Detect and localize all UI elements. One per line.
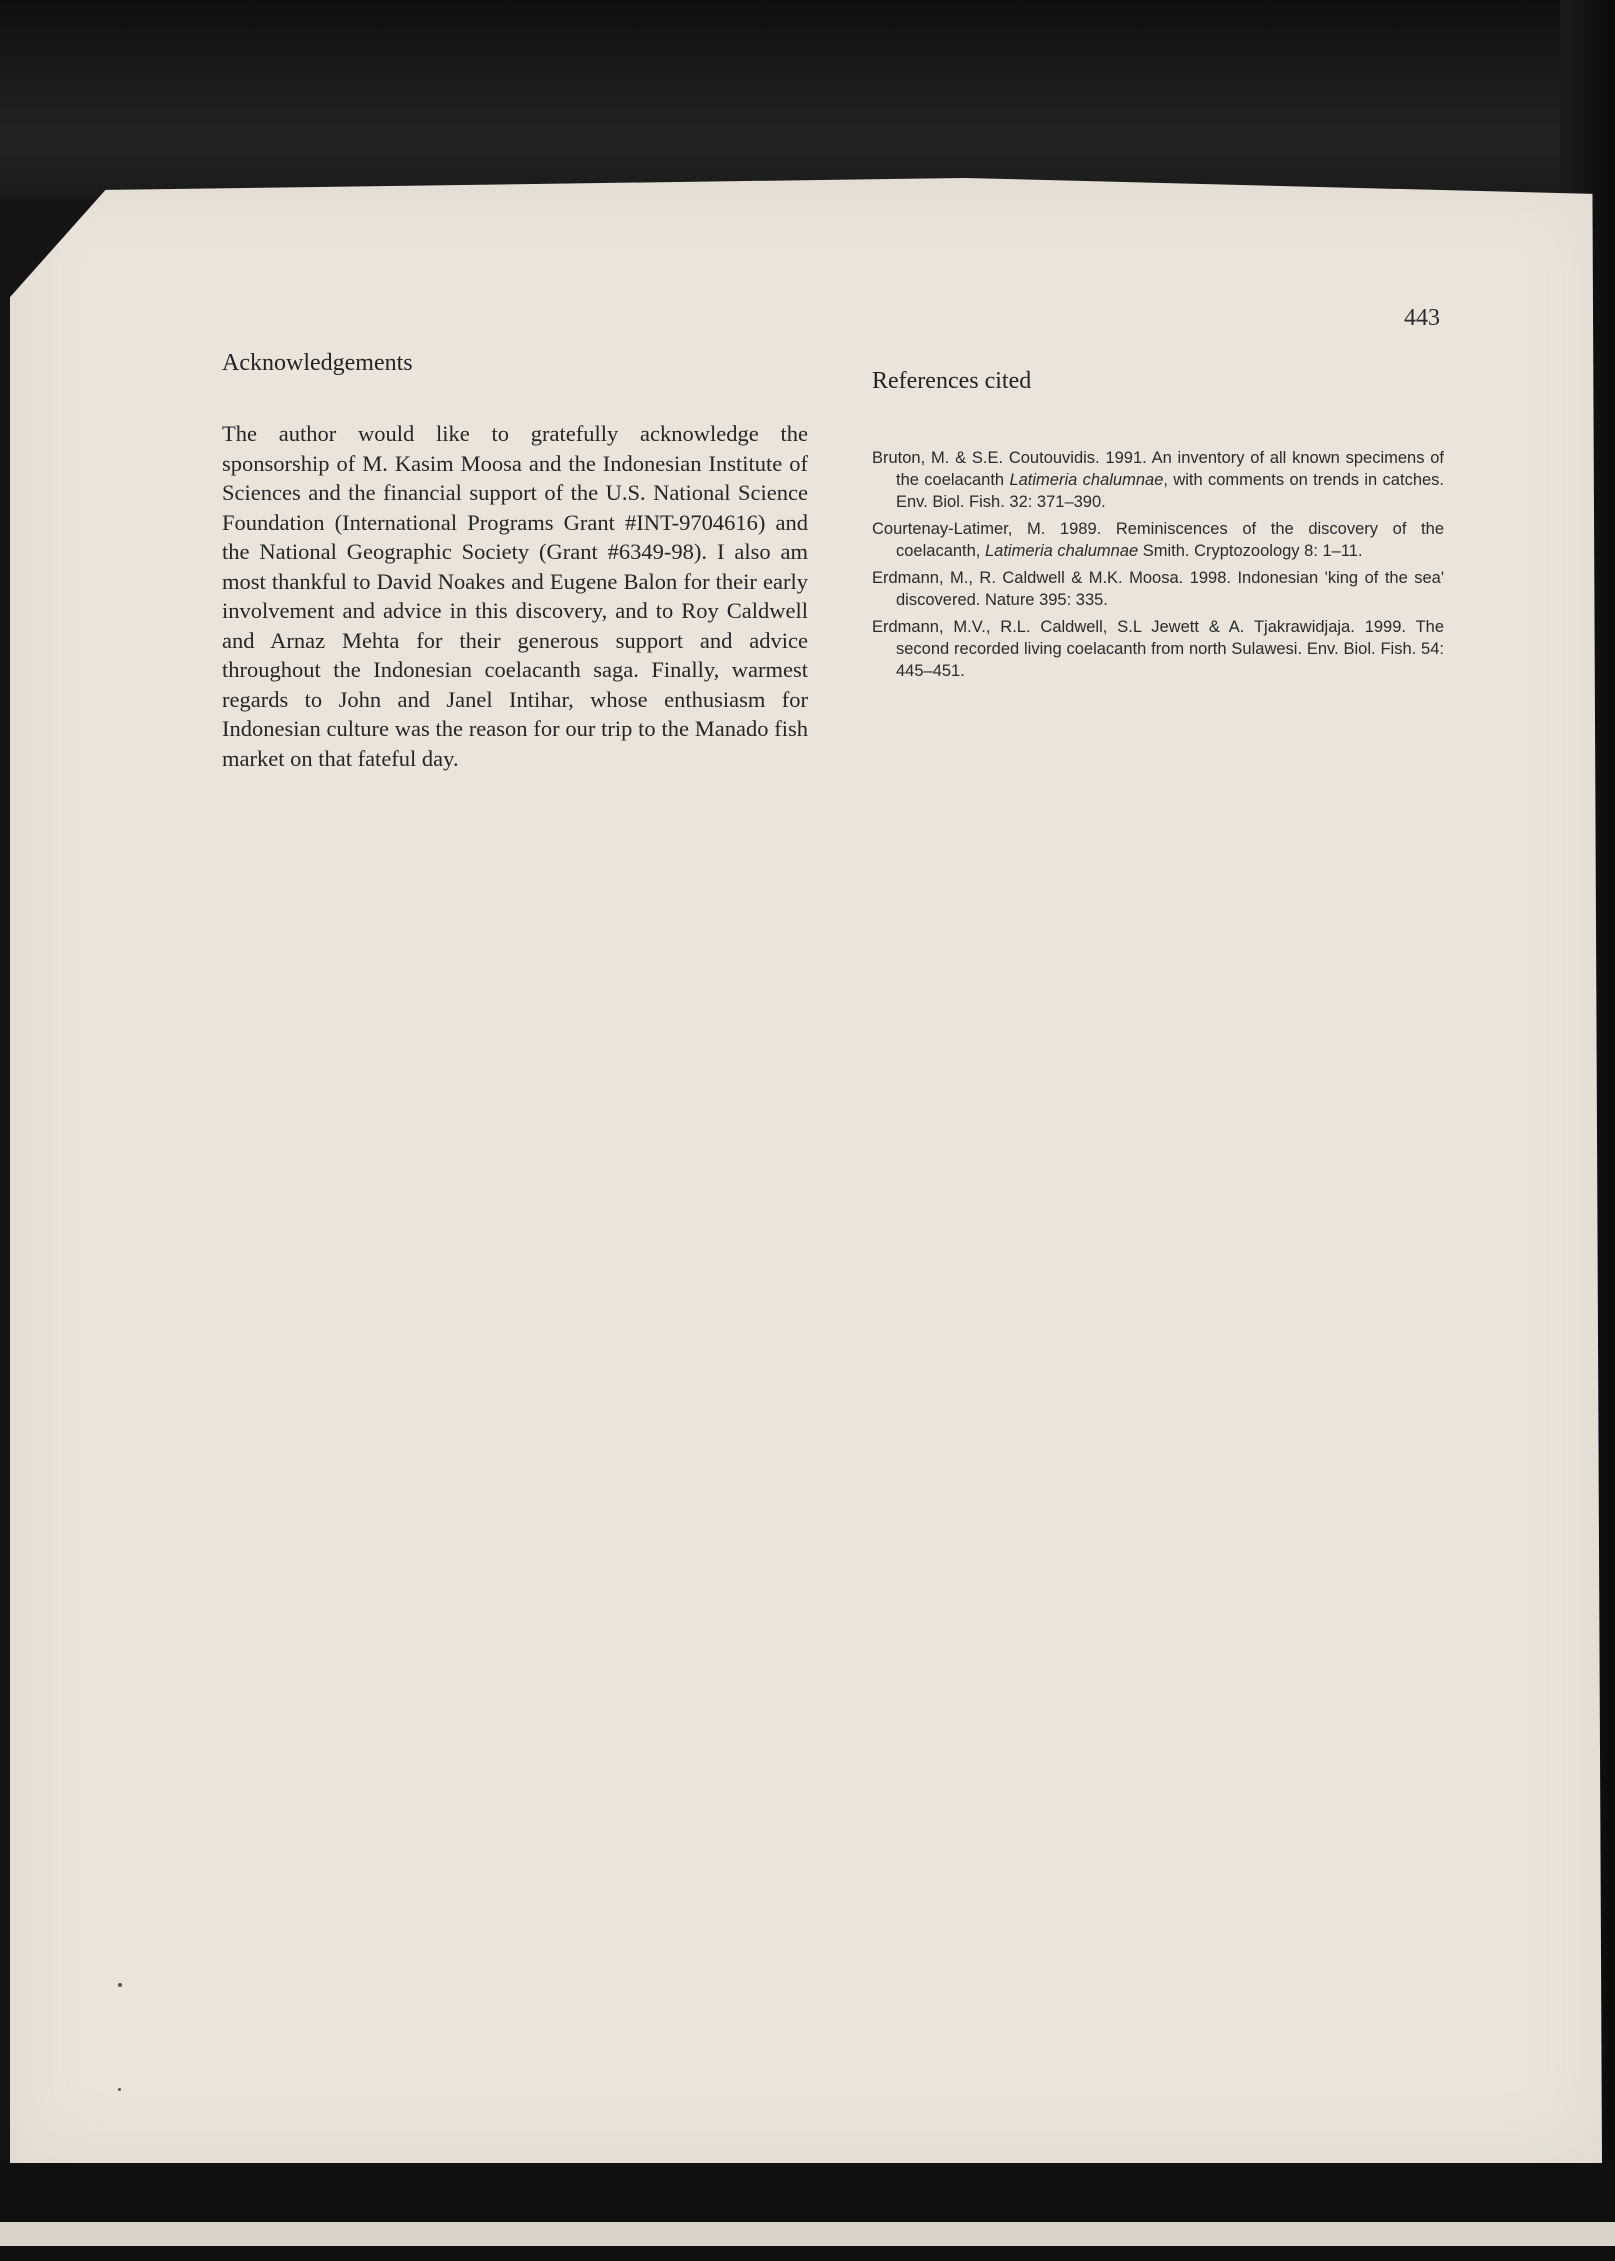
references-heading: References cited — [872, 368, 1032, 394]
reference-text: , with comments on trends in catches. Env. Biol. Fish. 32: 371–390. — [896, 471, 1445, 511]
reference-item — [872, 447, 1444, 513]
reference-text: Smith. Cryptozoology 8: 1–11. — [1138, 542, 1363, 560]
scan-speck — [118, 2088, 121, 2091]
acknowledgements-heading: Acknowledgements — [222, 350, 413, 376]
reference-text: Courtenay-Latimer, M. 1989. Reminiscences of the discovery of the coelacanth, — [872, 520, 1444, 560]
references-section — [872, 368, 1444, 687]
reference-text: Bruton, M. & S.E. Coutouvidis. 1991. An inventory of all known specimens of the coelacanth — [872, 449, 1444, 489]
reference-species-name: Latimeria chalumnae — [1009, 471, 1164, 489]
reference-item — [872, 567, 1444, 611]
page-number: 443 — [1404, 305, 1440, 331]
reference-text: Erdmann, M., R. Caldwell & M.K. Moosa. 1998. Indonesian 'king of the sea' discovered. Nature 395: 335. — [872, 569, 1444, 609]
scan-background-top — [0, 0, 1615, 200]
next-page-edge — [0, 2222, 1615, 2246]
reference-list — [872, 447, 1444, 682]
reference-text: Erdmann, M.V., R.L. Caldwell, S.L Jewett & A. Tjakrawidjaja. 1999. The second recorded living coelacanth from north Sulawesi. Env. Biol. Fish. 54: 445–451. — [872, 618, 1444, 680]
reference-species-name: Latimeria chalumnae — [984, 542, 1139, 560]
scan-speck — [118, 1983, 122, 1987]
acknowledgements-section — [222, 350, 808, 773]
acknowledgements-body: The author would like to gratefully acknowledge the sponsorship of M. Kasim Moosa and the Indonesian Institute of Sciences and the financial support of the U.S. National Science Foundation (International Programs Grant #INT-9704616) and the National Geographic Society (Grant #6349-98). I also am most thankful to David Noakes and Eugene Balon for their early involvement and advice in this discovery, and to Roy Caldwell and Arnaz Mehta for their generous support and advice throughout the Indonesian coelacanth saga. Finally, warmest regards to John and Janel Intihar, whose enthusiasm for Indonesian culture was the reason for our trip to the Manado fish market on that fateful day. — [222, 421, 808, 771]
reference-item — [872, 518, 1444, 562]
reference-item — [872, 616, 1444, 682]
